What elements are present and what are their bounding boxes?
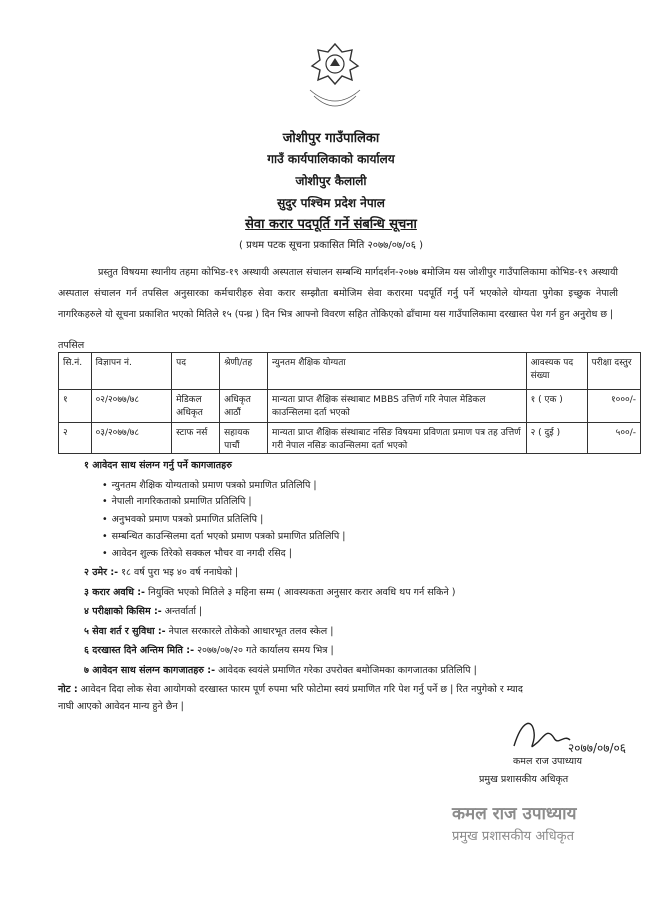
intro-paragraph: प्रस्तुत विषयमा स्थानीय तहमा कोभिड-१९ अस्थायी अस्पताल संचालन सम्बन्धि मार्गदर्शन-२०७७ बमोजिम यस जोशीपुर गाउँपालिकामा कोभिड-१९ अस्थायी अस्पताल संचालन गर्न तपसिल अनुसारका कर्मचारीहरु सेवा करार सम्झौता बमोजिम सेवा करारमा पदपूर्ति गर्नु पर्ने भएकोले योग्यता पुगेका इच्छुक नेपाली नागरिकहरुले यो सूचना प्रकाशित भएको मितिले १५ (पन्ध्र ) दिन भित्र आफ्नो विवरण सहित तोकिएको ढाँचामा यस गाउँपालिकामा दरखास्त पेश गर्न हुन अनुरोध छ |	[58, 267, 618, 320]
cell-qual: मान्यता प्राप्त शैक्षिक संस्थाबाट MBBS उत्तिर्ण गरि नेपाल मेडिकल काउन्सिलमा दर्ता भएको	[268, 390, 527, 423]
vacancy-table	[58, 352, 641, 454]
section-4: ४ परीक्षाको किसिम :- अन्तर्वार्ता |	[84, 606, 203, 617]
province-name: सुदुर पश्चिम प्रदेश नेपाल	[277, 196, 385, 210]
notice-title: सेवा करार पदपूर्ति गर्ने संबन्धि सूचना	[245, 217, 417, 232]
table-row	[59, 423, 641, 454]
cell-sn: १	[59, 390, 92, 423]
bullet-item: • नेपाली नागरिकताको प्रमाणित प्रतिलिपि |	[102, 494, 252, 507]
tapsil-label: तपसिल	[58, 340, 85, 351]
title-stamp: प्रमुख प्रशासकीय अधिकृत	[452, 829, 575, 844]
cell-sn: २	[59, 423, 92, 454]
emblem-seal	[300, 40, 370, 125]
signature-date: २०७७/०७/०६	[568, 741, 627, 755]
name-stamp: कमल राज उपाध्याय	[452, 804, 577, 824]
cell-post: मेडिकल अधिकृत	[172, 390, 220, 423]
table-row	[59, 390, 641, 423]
section-5: ५ सेवा शर्त र सुविधा :- नेपाल सरकारले तोकेको आधारभूत तलव स्केल |	[84, 626, 334, 637]
cell-adv: ०३/२०७७/७८	[91, 423, 172, 454]
bullet-item: • अनुभवको प्रमाण पत्रको प्रमाणित प्रतिलिपि |	[102, 512, 263, 525]
cell-count: १ ( एक )	[526, 390, 587, 423]
cell-fee: ५००/-	[587, 423, 640, 454]
cell-fee: १०००/-	[587, 390, 640, 423]
notice-subtitle: ( प्रथम पटक सूचना प्रकासित मिति २०७७/०७/०६ )	[239, 240, 423, 251]
note-line-2: नाघी आएको आवेदन मान्य हुने छैन |	[58, 701, 184, 712]
col-level: श्रेणी/तह	[220, 353, 268, 390]
bullet-item: • आवेदन शुल्क तिरेको सक्कल भौचर वा नगदी रसिद |	[102, 546, 292, 559]
section-7: ७ आवेदन साथ संलग्न कागजातहरु :- आवेदक स्वयंले प्रमाणित गरेका उपरोक्त बमोजिमका कागजातका प्रतिलिपि |	[84, 665, 477, 676]
office-name: गाउँ कार्यपालिकाको कार्यालय	[267, 152, 395, 166]
cell-level: अधिकृत आठौं	[220, 390, 268, 423]
municipality-name: जोशीपुर गाउँपालिका	[282, 131, 380, 146]
note-line-1: नोट : आवेदन दिदा लोक सेवा आयोगको दरखास्त फारम पूर्ण रुपमा भरि फोटोमा स्वयं प्रमाणित गरि पेश गर्नु पर्ने छ | रित नपुगेको र म्याद	[58, 684, 523, 695]
section-1-heading: १ आवेदन साथ संलग्न गर्नु पर्ने कागजातहरु	[84, 460, 232, 471]
col-post: पद	[172, 353, 220, 390]
bullet-item: • न्युनतम शैक्षिक योग्यताको प्रमाण पत्रको प्रमाणित प्रतिलिपि |	[102, 478, 317, 491]
col-adv: विज्ञापन नं.	[91, 353, 172, 390]
col-sn: सि.नं.	[59, 353, 92, 390]
col-fee: परीक्षा दस्तुर	[587, 353, 640, 390]
office-location: जोशीपुर कैलाली	[295, 174, 367, 188]
section-3: ३ करार अवधि :- नियुक्ति भएको मितिले ३ महिना सम्म ( आवस्यकता अनुसार करार अवधि थप गर्न सकिने )	[84, 587, 456, 598]
bullet-item: • सम्बन्धित काउन्सिलमा दर्ता भएको प्रमाण पत्रको प्रमाणित प्रतिलिपि |	[102, 529, 346, 542]
cell-post: स्टाफ नर्स	[172, 423, 220, 454]
cell-qual: मान्यता प्राप्त शैक्षिक संस्थाबाट नसिङ विषयमा प्रविणता प्रमाण पत्र तह उत्तिर्ण गरी नेपाल नसिङ काउन्सिलमा दर्ता भएको	[268, 423, 527, 454]
handwritten-signature	[508, 712, 627, 760]
col-qualification: न्युनतम शैक्षिक योग्यता	[268, 353, 527, 390]
signer-name: कमल राज उपाध्याय	[513, 756, 582, 767]
cell-adv: ०२/२०७७/७८	[91, 390, 172, 423]
cell-count: २ ( दुई )	[526, 423, 587, 454]
col-count: आवस्यक पद संख्या	[526, 353, 587, 390]
cell-level: सहायक पाचौं	[220, 423, 268, 454]
table-header-row	[59, 353, 641, 390]
signer-title: प्रमुख प्रशासकीय अधिकृत	[479, 774, 569, 785]
section-2: २ उमेर :- १८ वर्ष पुरा भइ ४० वर्ष ननाघेको |	[84, 567, 239, 578]
section-6: ६ दरखास्त दिने अन्तिम मिति :- २०७७/०७/२० गते कार्यालय समय भित्र |	[84, 645, 334, 656]
